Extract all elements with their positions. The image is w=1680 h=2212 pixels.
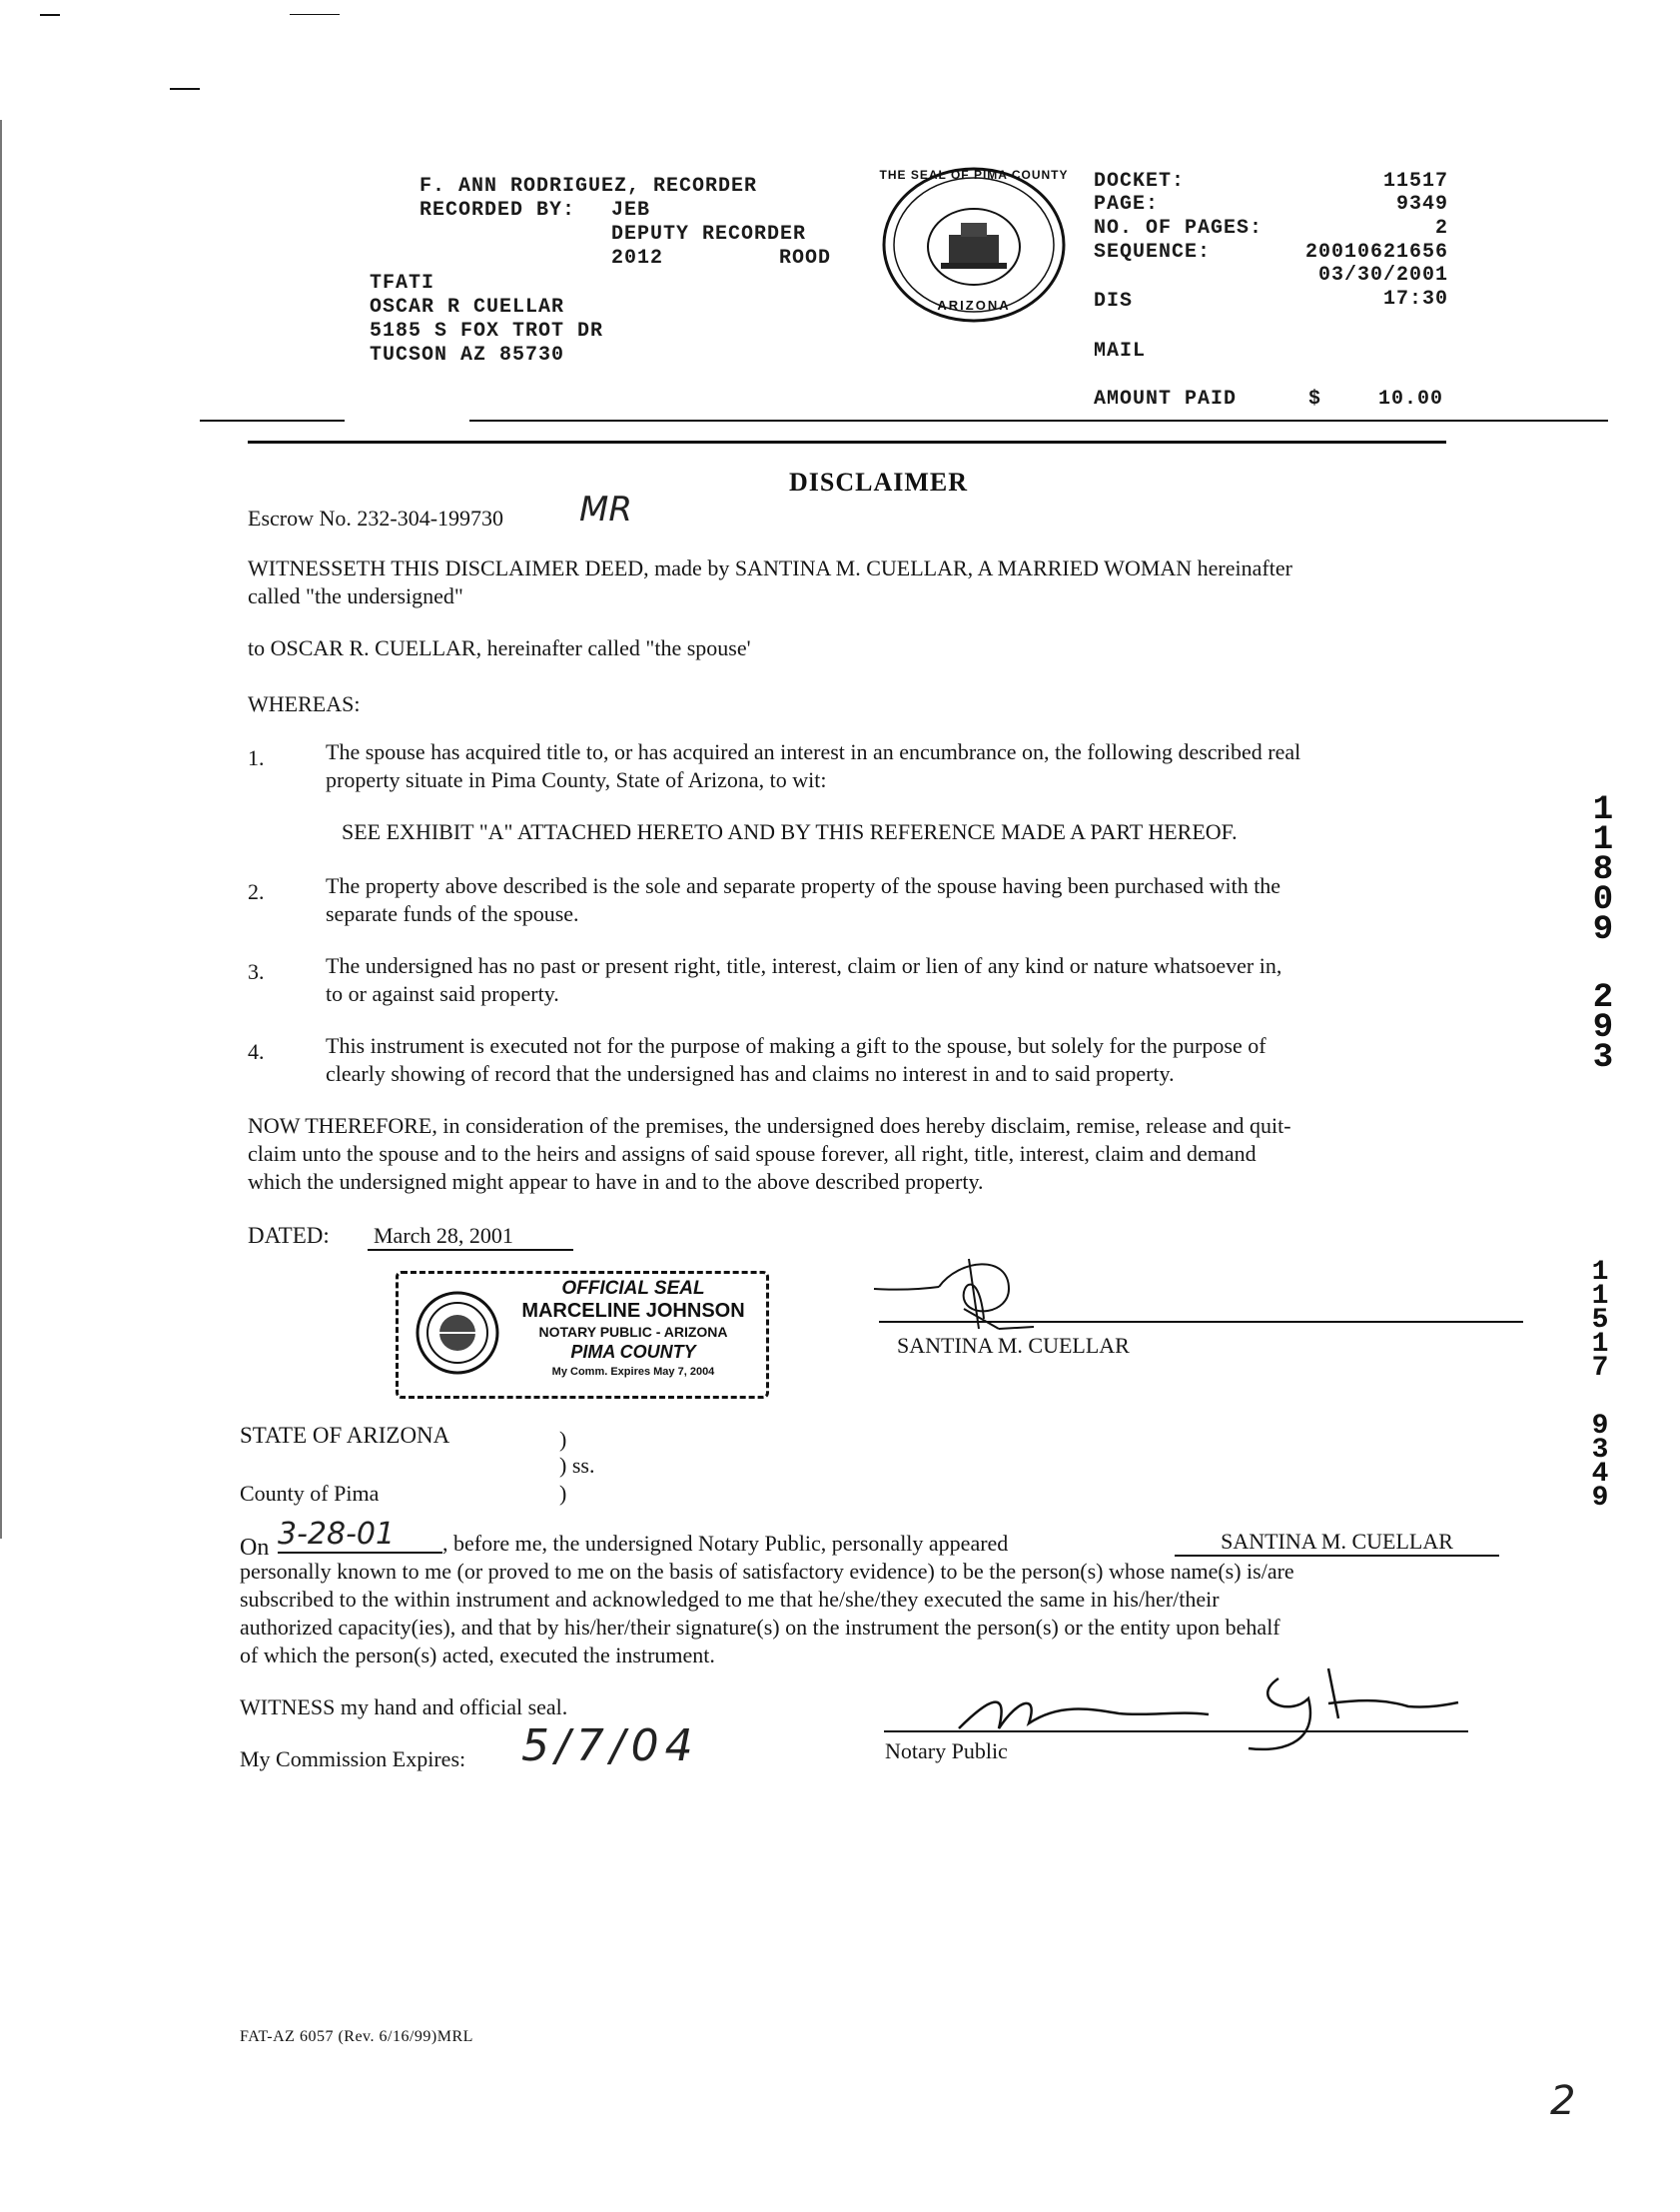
signer-signature-icon <box>869 1249 1049 1339</box>
margin-digit: 9 <box>1591 1483 1609 1514</box>
item-1-line-1: The spouse has acquired title to, or has acquired an interest in an encumbrance on, the following described real <box>326 739 1301 764</box>
whereas-heading: WHEREAS: <box>248 691 361 716</box>
margin-digit: 9 <box>1592 1009 1614 1047</box>
dated-value: March 28, 2001 <box>368 1223 573 1251</box>
recorded-by-value: JEB <box>611 199 651 222</box>
commission-value: 5/7/04 <box>521 1720 699 1771</box>
margin-digit: 4 <box>1591 1459 1609 1490</box>
notary-seal-icon <box>415 1290 500 1376</box>
deputy-recorder: DEPUTY RECORDER <box>611 223 807 246</box>
header-rule-main <box>469 420 1608 422</box>
notary-seal-line-3: NOTARY PUBLIC - ARIZONA <box>538 1324 728 1340</box>
notary-seal-line-1: OFFICIAL SEAL <box>561 1278 705 1299</box>
witnesseth-line-1: WITNESSETH THIS DISCLAIMER DEED, made by SANTINA M. CUELLAR, A MARRIED WOMAN hereinafter <box>248 555 1292 580</box>
notary-seal-line-2: MARCELINE JOHNSON <box>521 1300 745 1322</box>
scan-artifact <box>290 14 340 15</box>
station-suffix: ROOD <box>779 247 832 270</box>
margin-digit: 7 <box>1591 1353 1609 1384</box>
recorder-line: F. ANN RODRIGUEZ, RECORDER <box>420 175 758 198</box>
page-mark: 2 <box>1550 2078 1576 2124</box>
witness-line: WITNESS my hand and official seal. <box>240 1694 568 1719</box>
county-paren: ) <box>559 1481 567 1506</box>
margin-digit: 1 <box>1592 791 1614 829</box>
station-code: 2012 <box>611 247 664 270</box>
dis-label: DIS <box>1094 290 1134 313</box>
item-3-line-1: The undersigned has no past or present right, title, interest, claim or lien of any kind or nature whatsoever in, <box>326 953 1282 978</box>
item-4-line-2: clearly showing of record that the undersigned has and claims no interest in and to said property. <box>326 1061 1175 1086</box>
margin-digit: 5 <box>1591 1305 1609 1336</box>
page-value: 9349 <box>1395 193 1448 216</box>
num-pages-value: 2 <box>1434 217 1448 240</box>
county-label: County of Pima <box>240 1481 380 1506</box>
mail-label: MAIL <box>1094 340 1147 363</box>
item-2-number: 2. <box>248 879 265 904</box>
scan-artifact <box>40 14 60 16</box>
form-code: FAT-AZ 6057 (Rev. 6/16/99)MRL <box>240 2028 473 2045</box>
notary-seal-line-5: My Comm. Expires May 7, 2004 <box>551 1366 715 1378</box>
ack-body-line-1: personally known to me (or proved to me on the basis of satisfactory evidence) to be the person(s) whose name(s) is/are <box>240 1559 1294 1584</box>
item-2-line-1: The property above described is the sole and separate property of the spouse having been purchased with the <box>326 873 1281 898</box>
header-rule-lower <box>248 441 1446 444</box>
state-paren: ) <box>559 1427 567 1452</box>
amount-label: AMOUNT PAID <box>1094 388 1238 411</box>
page-label: PAGE: <box>1094 193 1160 216</box>
item-2-line-2: separate funds of the spouse. <box>326 901 579 926</box>
recorded-by-label: RECORDED BY: <box>420 199 576 222</box>
item-1-number: 1. <box>248 745 265 770</box>
docket-label: DOCKET: <box>1094 170 1186 193</box>
margin-digit: 1 <box>1591 1281 1609 1312</box>
seal-text-bottom: ARIZONA <box>937 298 1011 313</box>
sequence-label: SEQUENCE: <box>1094 241 1212 264</box>
notary-seal-line-4: PIMA COUNTY <box>570 1342 696 1362</box>
return-code: TFATI <box>370 272 435 295</box>
ss-label: ) ss. <box>559 1453 595 1478</box>
margin-digit: 1 <box>1592 821 1614 859</box>
item-1-line-2: property situate in Pima County, State of Arizona, to wit: <box>326 767 827 792</box>
amount-currency: $ <box>1308 388 1322 411</box>
return-city: TUCSON AZ 85730 <box>370 344 565 367</box>
ack-body-line-4: of which the person(s) acted, executed the instrument. <box>240 1643 715 1667</box>
ack-body-line-2: subscribed to the within instrument and acknowledged to me that he/she/they executed the same in his/her/their <box>240 1587 1220 1612</box>
ack-body-line-3: authorized capacity(ies), and that by his/her/their signature(s) on the instrument the person(s) or the entity upon behalf <box>240 1615 1280 1640</box>
sequence-value: 20010621656 <box>1304 241 1448 264</box>
item-4-line-1: This instrument is executed not for the purpose of making a gift to the spouse, but solely for the purpose of <box>326 1033 1266 1058</box>
state-label: STATE OF ARIZONA <box>240 1423 450 1448</box>
margin-digit: 3 <box>1591 1435 1609 1466</box>
document-title: DISCLAIMER <box>789 468 969 497</box>
signer-name: SANTINA M. CUELLAR <box>897 1333 1130 1358</box>
header-rule-left <box>200 420 345 422</box>
scan-artifact <box>170 88 200 90</box>
item-3-number: 3. <box>248 959 265 984</box>
to-spouse-line: to OSCAR R. CUELLAR, hereinafter called "the spouse' <box>248 635 751 660</box>
margin-stamp-bottom <box>1580 1257 1620 1514</box>
return-name: OSCAR R CUELLAR <box>370 296 565 319</box>
witnesseth-line-2: called "the undersigned" <box>248 583 463 608</box>
margin-stamp-top <box>1583 791 1623 1077</box>
record-time: 17:30 <box>1382 288 1448 311</box>
docket-value: 11517 <box>1382 170 1448 193</box>
notary-signature-icon <box>949 1659 1468 1758</box>
item-3-line-2: to or against said property. <box>326 981 559 1006</box>
escrow-number: Escrow No. 232-304-199730 <box>248 506 504 531</box>
on-date-handwritten: 3-28-01 <box>278 1517 442 1554</box>
margin-digit: 3 <box>1592 1039 1614 1077</box>
margin-digit: 1 <box>1591 1257 1609 1288</box>
notary-label: Notary Public <box>885 1738 1008 1763</box>
return-street: 5185 S FOX TROT DR <box>370 320 604 343</box>
dated-label: DATED: <box>248 1223 330 1248</box>
num-pages-label: NO. OF PAGES: <box>1094 217 1263 240</box>
margin-digit: 1 <box>1591 1329 1609 1360</box>
escrow-initials: MR <box>579 490 632 530</box>
now-therefore-line-1: NOW THEREFORE, in consideration of the premises, the undersigned does hereby disclaim, remise, release and quit- <box>248 1113 1291 1138</box>
left-scan-edge <box>0 120 2 1539</box>
margin-digit: 8 <box>1592 851 1614 889</box>
seal-text-top: THE SEAL OF PIMA COUNTY <box>879 168 1069 182</box>
margin-digit: 2 <box>1592 979 1614 1017</box>
now-therefore-line-3: which the undersigned might appear to have in and to the above described property. <box>248 1169 984 1194</box>
signer-signature-line <box>879 1321 1523 1323</box>
commission-label: My Commission Expires: <box>240 1746 466 1771</box>
margin-digit: 0 <box>1592 881 1614 919</box>
margin-digit: 9 <box>1592 911 1614 949</box>
notary-stamp <box>396 1271 769 1399</box>
appeared-name: SANTINA M. CUELLAR <box>1175 1529 1499 1557</box>
before-me-text: , before me, the undersigned Notary Public, personally appeared <box>442 1531 1009 1556</box>
on-label: On <box>240 1535 270 1561</box>
amount-value: 10.00 <box>1377 388 1443 411</box>
now-therefore-line-2: claim unto the spouse and to the heirs and assigns of said spouse forever, all right, title, interest, claim and demand <box>248 1141 1257 1166</box>
exhibit-line: SEE EXHIBIT "A" ATTACHED HERETO AND BY THIS REFERENCE MADE A PART HEREOF. <box>342 819 1238 844</box>
notary-signature-line <box>884 1730 1468 1732</box>
record-date: 03/30/2001 <box>1317 264 1448 287</box>
item-4-number: 4. <box>248 1039 265 1064</box>
margin-digit: 9 <box>1591 1411 1609 1442</box>
